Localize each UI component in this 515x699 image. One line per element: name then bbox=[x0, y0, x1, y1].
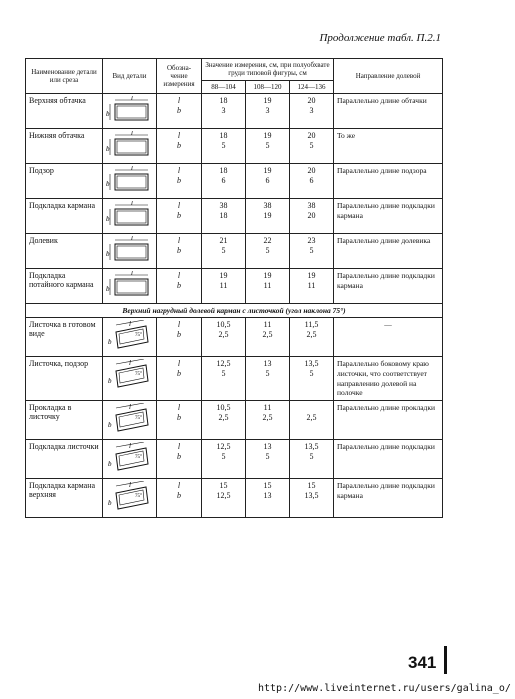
direction-cell: Параллельно длине подкладки кармана bbox=[334, 479, 443, 518]
value-cell: 2,5 bbox=[290, 401, 334, 440]
direction-cell: Параллельно длине долевика bbox=[334, 234, 443, 269]
header-view: Вид детали bbox=[103, 59, 157, 94]
value-cell: 12,5 5 bbox=[202, 440, 246, 479]
section-title: Верхний нагрудный долевой карман с листочкой (угол наклона 75°) bbox=[26, 304, 443, 318]
value-cell: 10,5 2,5 bbox=[202, 401, 246, 440]
svg-text:b: b bbox=[106, 145, 110, 154]
svg-text:b: b bbox=[108, 377, 112, 386]
detail-name: Нижняя обтачка bbox=[26, 129, 103, 164]
page-number: 341 bbox=[408, 653, 437, 672]
svg-text:75°: 75° bbox=[135, 455, 142, 461]
value-cell: 19 11 bbox=[202, 269, 246, 304]
detail-name: Подкладка кармана bbox=[26, 199, 103, 234]
svg-text:l: l bbox=[129, 442, 131, 451]
value-cell: 18 5 bbox=[202, 129, 246, 164]
direction-cell: Параллельно длине подзора bbox=[334, 164, 443, 199]
svg-text:75°: 75° bbox=[135, 416, 142, 422]
value-cell: 19 11 bbox=[246, 269, 290, 304]
value-cell: 11 2,5 bbox=[246, 401, 290, 440]
symbol-cell: l b bbox=[157, 269, 202, 304]
value-cell: 13,5 5 bbox=[290, 357, 334, 401]
symbol-cell: l b bbox=[157, 479, 202, 518]
direction-cell: То же bbox=[334, 129, 443, 164]
header-name: Наименование детали или среза bbox=[26, 59, 103, 94]
table-row bbox=[26, 269, 443, 304]
svg-text:b: b bbox=[108, 460, 112, 469]
detail-name: Подзор bbox=[26, 164, 103, 199]
svg-text:b: b bbox=[106, 250, 110, 259]
detail-diagram bbox=[103, 269, 157, 304]
direction-cell: Параллельно боковому краю листочки, что соответствует направлению долевой на полочке bbox=[334, 357, 443, 401]
header-symbol: Обозна-чение измерения bbox=[157, 59, 202, 94]
value-cell: 20 3 bbox=[290, 94, 334, 129]
value-cell: 20 5 bbox=[290, 129, 334, 164]
table-row bbox=[26, 199, 443, 234]
value-cell: 12,5 5 bbox=[202, 357, 246, 401]
svg-text:l: l bbox=[129, 320, 131, 329]
svg-text:l: l bbox=[131, 131, 133, 138]
svg-text:l: l bbox=[131, 271, 133, 278]
direction-cell: Параллельно длине подкладки кармана bbox=[334, 199, 443, 234]
svg-text:l: l bbox=[129, 359, 131, 368]
svg-text:b: b bbox=[106, 215, 110, 224]
detail-name: Подкладка кармана верхняя bbox=[26, 479, 103, 518]
detail-name: Верхняя обтачка bbox=[26, 94, 103, 129]
value-cell: 18 6 bbox=[202, 164, 246, 199]
detail-diagram bbox=[103, 164, 157, 199]
value-cell: 15 13,5 bbox=[290, 479, 334, 518]
direction-cell: Параллельно длине прокладки bbox=[334, 401, 443, 440]
direction-cell: Параллельно длине подкладки bbox=[334, 440, 443, 479]
detail-name: Долевик bbox=[26, 234, 103, 269]
header-range: 108—120 bbox=[246, 80, 290, 93]
detail-name: Прокладка в листочку bbox=[26, 401, 103, 440]
value-cell: 21 5 bbox=[202, 234, 246, 269]
detail-diagram bbox=[103, 479, 157, 518]
table-row bbox=[26, 164, 443, 199]
detail-name: Листочка, подзор bbox=[26, 357, 103, 401]
symbol-cell: l b bbox=[157, 234, 202, 269]
value-cell: 22 5 bbox=[246, 234, 290, 269]
svg-text:l: l bbox=[131, 166, 133, 173]
value-cell: 13 5 bbox=[246, 357, 290, 401]
svg-text:l: l bbox=[131, 96, 133, 103]
value-cell: 13 5 bbox=[246, 440, 290, 479]
direction-cell: Параллельно длине подкладки кармана bbox=[334, 269, 443, 304]
detail-diagram bbox=[103, 94, 157, 129]
value-cell: 11 2,5 bbox=[246, 318, 290, 357]
detail-diagram bbox=[103, 199, 157, 234]
symbol-cell: l b bbox=[157, 94, 202, 129]
value-cell: 10,5 2,5 bbox=[202, 318, 246, 357]
svg-text:b: b bbox=[106, 180, 110, 189]
symbol-cell: l b bbox=[157, 401, 202, 440]
detail-diagram bbox=[103, 129, 157, 164]
svg-text:l: l bbox=[129, 403, 131, 412]
symbol-cell: l b bbox=[157, 357, 202, 401]
value-cell: 19 3 bbox=[246, 94, 290, 129]
header-row bbox=[26, 59, 443, 81]
page-number-bar bbox=[444, 646, 447, 674]
detail-name: Подкладка листочки bbox=[26, 440, 103, 479]
svg-text:l: l bbox=[131, 201, 133, 208]
symbol-cell: l b bbox=[157, 318, 202, 357]
value-cell: 19 5 bbox=[246, 129, 290, 164]
svg-text:b: b bbox=[106, 285, 110, 294]
direction-cell: Параллельно длине обтачки bbox=[334, 94, 443, 129]
symbol-cell: l b bbox=[157, 164, 202, 199]
svg-text:b: b bbox=[108, 499, 112, 508]
svg-text:b: b bbox=[108, 421, 112, 430]
symbol-cell: l b bbox=[157, 199, 202, 234]
table-row bbox=[26, 94, 443, 129]
detail-diagram bbox=[103, 440, 157, 479]
value-cell: 11,5 2,5 bbox=[290, 318, 334, 357]
svg-text:75°: 75° bbox=[135, 372, 142, 378]
value-cell: 38 19 bbox=[246, 199, 290, 234]
value-cell: 15 12,5 bbox=[202, 479, 246, 518]
svg-text:75°: 75° bbox=[135, 333, 142, 339]
header-range: 124—136 bbox=[290, 80, 334, 93]
svg-text:b: b bbox=[108, 338, 112, 347]
table-row bbox=[26, 401, 443, 440]
symbol-cell: l b bbox=[157, 129, 202, 164]
table-row bbox=[26, 479, 443, 518]
table-row bbox=[26, 357, 443, 401]
svg-text:l: l bbox=[129, 481, 131, 490]
header-direction: Направление долевой bbox=[334, 59, 443, 94]
svg-text:75°: 75° bbox=[135, 494, 142, 500]
value-cell: 19 11 bbox=[290, 269, 334, 304]
header-range: 88—104 bbox=[202, 80, 246, 93]
value-cell: 38 20 bbox=[290, 199, 334, 234]
value-cell: 18 3 bbox=[202, 94, 246, 129]
detail-diagram bbox=[103, 357, 157, 401]
value-cell: 19 6 bbox=[246, 164, 290, 199]
continuation-caption: Продолжение табл. П.2.1 bbox=[319, 32, 441, 44]
table-row bbox=[26, 440, 443, 479]
table-row bbox=[26, 318, 443, 357]
detail-name: Листочка в готовом виде bbox=[26, 318, 103, 357]
measurements-table bbox=[25, 58, 443, 518]
direction-cell: — bbox=[334, 318, 443, 357]
value-cell: 15 13 bbox=[246, 479, 290, 518]
detail-name: Подкладка потайного кармана bbox=[26, 269, 103, 304]
section-row bbox=[26, 304, 443, 318]
detail-diagram bbox=[103, 401, 157, 440]
svg-text:b: b bbox=[106, 110, 110, 119]
header-measure: Значение измерения, см, при полуобхвате груди типовой фигуры, см bbox=[202, 59, 334, 81]
table-row bbox=[26, 129, 443, 164]
value-cell: 38 18 bbox=[202, 199, 246, 234]
value-cell: 13,5 5 bbox=[290, 440, 334, 479]
svg-text:l: l bbox=[131, 236, 133, 243]
value-cell: 23 5 bbox=[290, 234, 334, 269]
watermark-url: http://www.liveinternet.ru/users/galina_o/ bbox=[258, 683, 511, 694]
detail-diagram bbox=[103, 234, 157, 269]
value-cell: 20 6 bbox=[290, 164, 334, 199]
symbol-cell: l b bbox=[157, 440, 202, 479]
table-row bbox=[26, 234, 443, 269]
detail-diagram bbox=[103, 318, 157, 357]
